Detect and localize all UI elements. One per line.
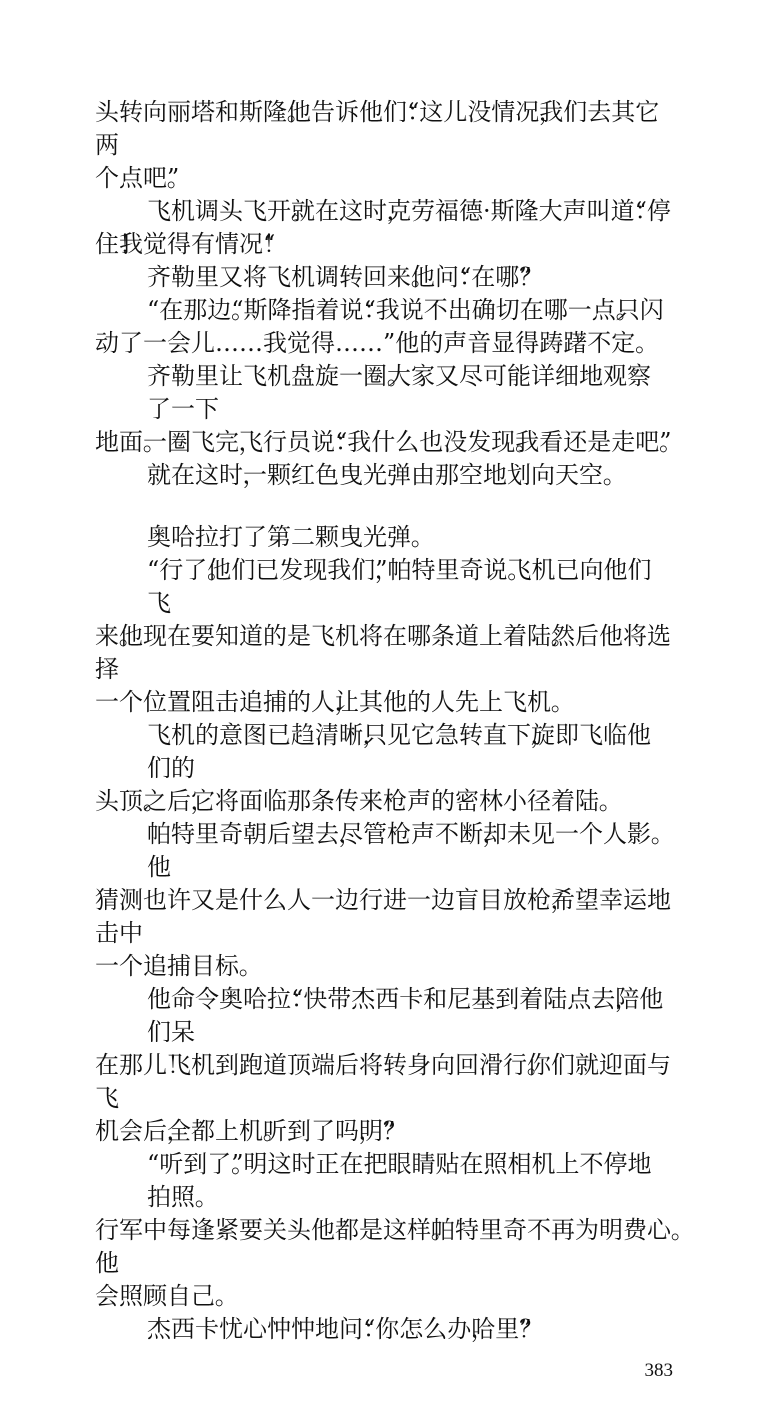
text-line: 齐勒里又将飞机调转回来。他问：“在哪？”: [147, 263, 532, 291]
paragraph: [95, 719, 673, 818]
paragraph: [95, 521, 673, 554]
paragraph: [95, 818, 673, 983]
text-line: 飞机的意图已趋清晰，只见它急转直下，旋即飞临他们的: [147, 721, 651, 782]
text-line: 个点吧。”: [95, 164, 180, 192]
page-number: 383: [644, 1360, 673, 1381]
text-line: 他命令奥哈拉：“快带杰西卡和尼基到着陆点去，陪他们呆: [147, 985, 664, 1046]
text-line: 就在这时，一颗红色曳光弹由那空地划向天空。: [147, 461, 603, 489]
text-line: 杰西卡忧心忡忡地问：“你怎么办，哈里？”: [147, 1315, 532, 1343]
paragraph: [95, 459, 673, 492]
paragraph: [95, 360, 673, 459]
text-line: “听到了。”明这时正在把眼睛贴在照相机上不停地拍照。: [147, 1150, 652, 1211]
text-line: 会照顾自己。: [95, 1282, 215, 1310]
text-line: 奥哈拉打了第二颗曳光弹。: [147, 523, 411, 551]
text-line: 头转向丽塔和斯隆。他告诉他们：“这儿没情况，我们去其它两: [95, 98, 660, 159]
paragraph: [95, 554, 673, 719]
text-line: 在那儿！飞机到跑道顶端后将转身向回滑行。你们就迎面与飞: [95, 1051, 671, 1112]
paragraph: [95, 261, 673, 294]
paragraph: [95, 96, 673, 195]
text-line: 帕特里奇朝后望去，尽管枪声不断，却未见一个人影。他: [147, 820, 651, 881]
page-body: [95, 0, 673, 1346]
text-line: “在那边。“斯降指着说：“我说不出确切在哪一点。只闪: [147, 296, 664, 324]
paragraph: [95, 1148, 673, 1313]
text-line: 齐勒里让飞机盘旋一圈。大家又尽可能详细地观察了一下: [147, 362, 651, 423]
text-line: 一个位置阻击追捕的人，让其他的人先上飞机。: [95, 688, 551, 716]
text-line: 住！我觉得有情况！“: [95, 230, 276, 258]
text-line: 动了一会儿……我觉得……”他的声音显得踌躇不定。: [95, 329, 636, 357]
text-line: “行了。他们已发现我们，”帕特里奇说。飞机已向他们飞: [147, 556, 652, 617]
section-break: [95, 492, 673, 521]
text-line: 头顶。之后，它将面临那条传来枪声的密林小径着陆。: [95, 787, 599, 815]
text-line: 飞机调头飞开。就在这时，克劳福德·斯隆大声叫道：“停: [147, 197, 671, 225]
text-line: 机会后，全都上机。听到了吗，明？”: [95, 1117, 396, 1145]
paragraph: [95, 294, 673, 360]
text-line: 行军中每逢紧要关头他都是这样。帕特里奇不再为明费心。他: [95, 1216, 671, 1277]
text-line: 地面。一圈飞完，飞行员说：“我什么也没发现。我看还是走吧。”: [95, 428, 672, 456]
paragraph: [95, 983, 673, 1148]
paragraph: [95, 195, 673, 261]
text-line: 一个追捕目标。: [95, 952, 239, 980]
text-line: 来。他现在要知道的是飞机将在哪条道上着陆。然后他将选择: [95, 622, 671, 683]
text-line: 猜测也许又是什么人一边行进一边盲目放枪，希望幸运地击中: [95, 886, 671, 947]
paragraph: [95, 1313, 673, 1346]
